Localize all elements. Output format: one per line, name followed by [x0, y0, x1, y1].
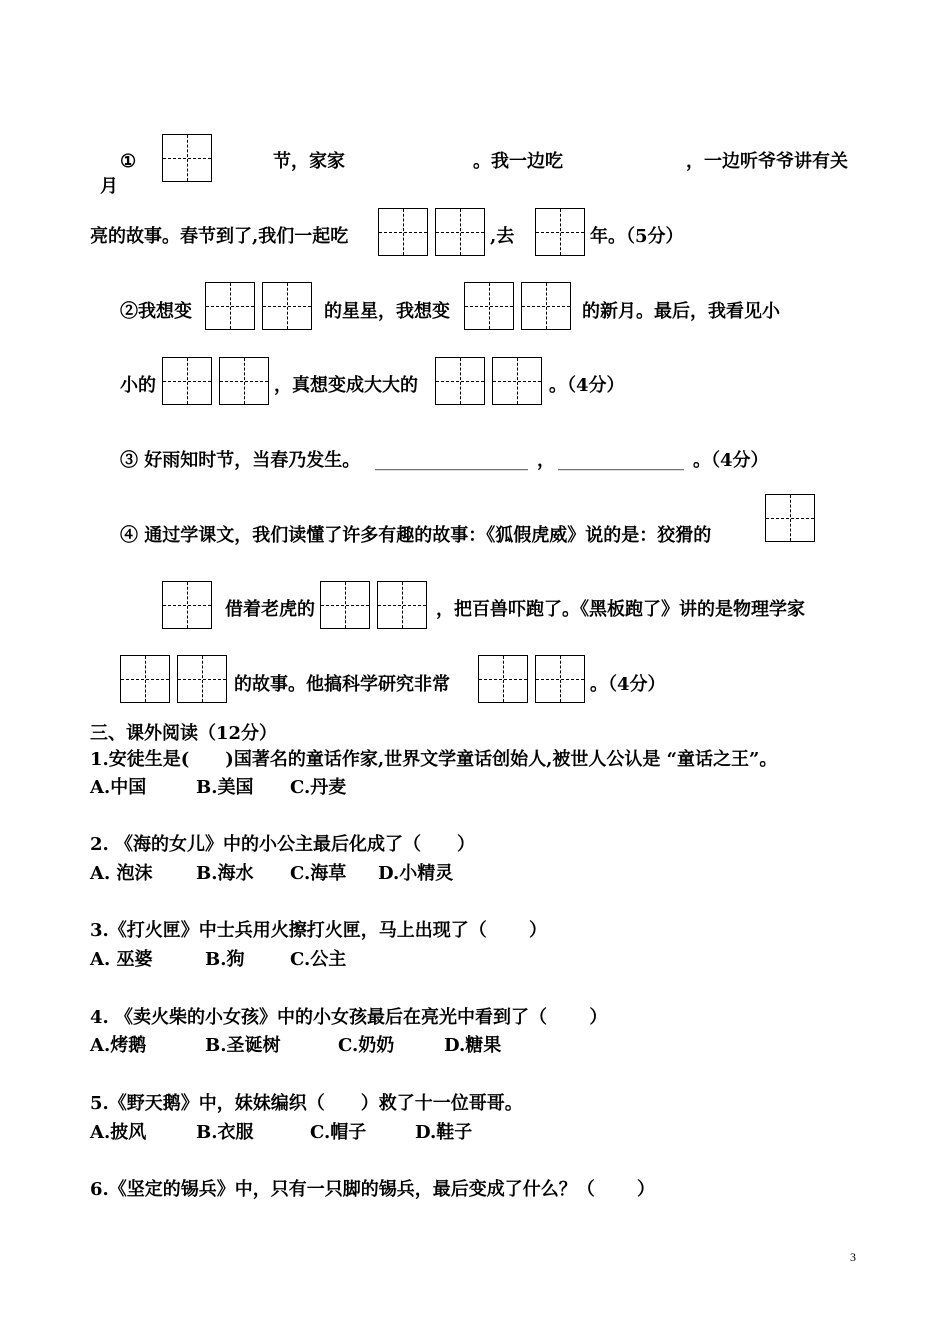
answer-blank[interactable]: ______________	[558, 450, 684, 471]
char-box[interactable]	[435, 357, 485, 405]
option[interactable]: B.狗	[205, 949, 245, 970]
question-text: 5.《野天鹅》中，妹妹编织（ ）救了十一位哥哥。	[90, 1093, 523, 1114]
char-box[interactable]	[378, 208, 428, 256]
option[interactable]: D.小精灵	[378, 863, 454, 884]
page-number: 3	[850, 1250, 856, 1264]
char-box[interactable]	[219, 357, 269, 405]
q1-text: ,去	[490, 226, 515, 247]
question-text: 1.安徒生是( )国著名的童话作家,世界文学童话创始人,被世人公认是 “童话之王”。	[90, 749, 778, 770]
option[interactable]: C.公主	[290, 949, 347, 970]
char-box[interactable]	[162, 581, 212, 629]
option[interactable]: A. 巫婆	[90, 949, 153, 970]
char-box[interactable]	[162, 134, 212, 182]
option[interactable]: C.海草	[290, 863, 347, 884]
char-box[interactable]	[492, 357, 542, 405]
char-box[interactable]	[464, 282, 514, 330]
q1-text: 。我一边吃	[473, 151, 563, 172]
q2-text: ，真想变成大大的	[274, 375, 418, 396]
option[interactable]: A.中国	[90, 777, 147, 798]
q2-text: 小的	[120, 375, 156, 396]
q4-text: 。（4分）	[590, 674, 666, 695]
option[interactable]: C.奶奶	[338, 1035, 395, 1056]
q2-text: 的新月。最后，我看见小	[582, 301, 780, 322]
char-box[interactable]	[435, 208, 485, 256]
q1-text: 月	[100, 176, 118, 197]
option[interactable]: B.衣服	[196, 1122, 254, 1143]
q1-text: 年。（5分）	[590, 226, 684, 247]
char-box[interactable]	[535, 655, 585, 703]
option[interactable]: C.帽子	[310, 1122, 367, 1143]
char-box[interactable]	[120, 655, 170, 703]
q3-comma: ，	[537, 450, 555, 471]
q3-text: ③ 好雨知时节，当春乃发生。	[120, 450, 361, 471]
q4-text: 的故事。他搞科学研究非常	[234, 674, 450, 695]
char-box[interactable]	[478, 655, 528, 703]
q3-text: 。（4分）	[693, 450, 769, 471]
q1-text: ，一边听爷爷讲有关	[686, 151, 848, 172]
char-box[interactable]	[377, 581, 427, 629]
q2-text: 的星星，我想变	[324, 301, 450, 322]
char-box[interactable]	[262, 282, 312, 330]
q1-text: 节，家家	[273, 151, 345, 172]
q2-text: 。（4分）	[549, 375, 625, 396]
question-text: 6.《坚定的锡兵》中，只有一只脚的锡兵，最后变成了什么？（ ）	[90, 1179, 656, 1200]
char-box[interactable]	[765, 494, 815, 542]
option[interactable]: D.鞋子	[415, 1122, 473, 1143]
option[interactable]: B.圣诞树	[205, 1035, 281, 1056]
q4-text: ，把百兽吓跑了。《黑板跑了》讲的是物理学家	[436, 599, 805, 620]
option[interactable]: A.披风	[90, 1122, 147, 1143]
q4-text: ④ 通过学课文，我们读懂了许多有趣的故事：《狐假虎威》说的是：狡猾的	[120, 525, 712, 546]
char-box[interactable]	[521, 282, 571, 330]
char-box[interactable]	[535, 208, 585, 256]
option[interactable]: A.烤鹅	[90, 1035, 147, 1056]
char-box[interactable]	[177, 655, 227, 703]
char-box[interactable]	[320, 581, 370, 629]
q4-text: 借着老虎的	[225, 599, 315, 620]
option[interactable]: B.海水	[196, 863, 254, 884]
section-title: 三、课外阅读（12分）	[90, 723, 278, 744]
q1-text: 亮的故事。春节到了,我们一起吃	[90, 226, 349, 247]
option[interactable]: B.美国	[196, 777, 254, 798]
char-box[interactable]	[205, 282, 255, 330]
option[interactable]: A. 泡沫	[90, 863, 153, 884]
question-text: 3.《打火匣》中士兵用火擦打火匣，马上出现了（ ）	[90, 920, 548, 941]
option[interactable]: C.丹麦	[290, 777, 347, 798]
question-text: 4. 《卖火柴的小女孩》中的小女孩最后在亮光中看到了（ ）	[90, 1007, 608, 1028]
q2-text: ②我想变	[120, 301, 192, 322]
q1-number: ①	[120, 151, 137, 172]
answer-blank[interactable]: _________________	[375, 450, 528, 471]
question-text: 2. 《海的女儿》中的小公主最后化成了（ ）	[90, 834, 476, 855]
option[interactable]: D.糖果	[444, 1035, 502, 1056]
char-box[interactable]	[162, 357, 212, 405]
